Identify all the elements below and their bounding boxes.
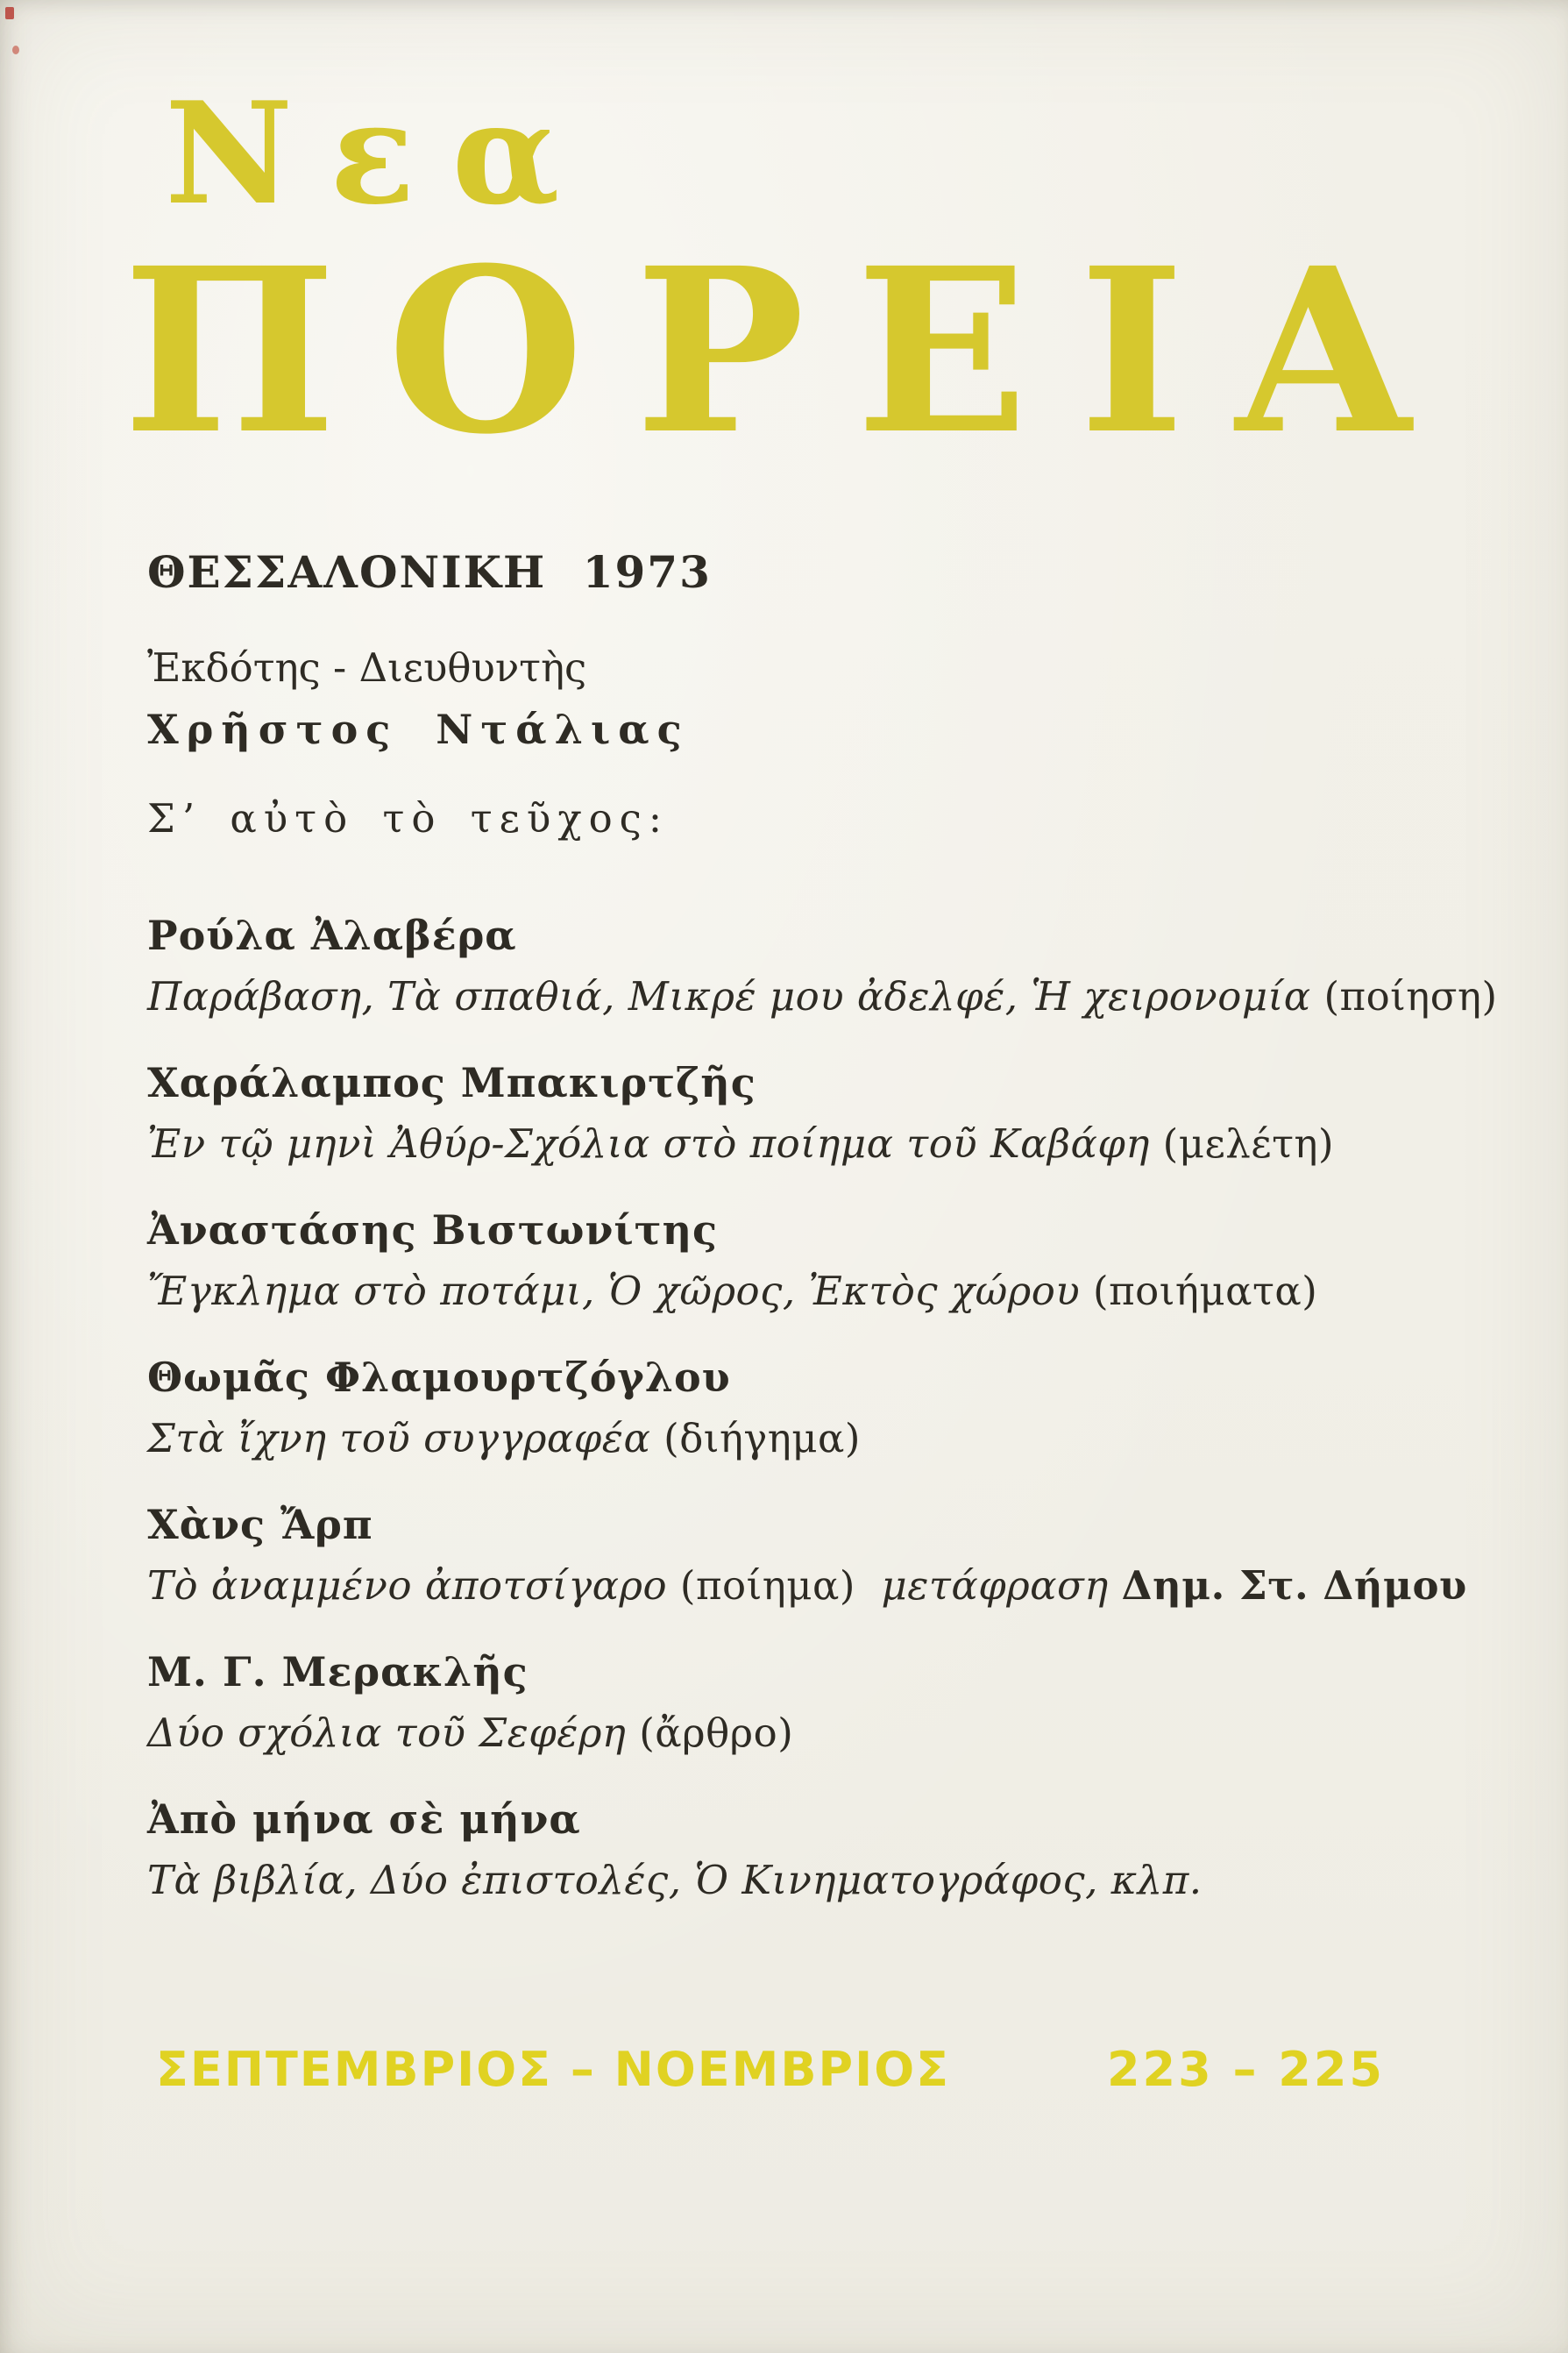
issue-period: ΣΕΠΤΕΜΒΡΙΟΣ – ΝΟΕΜΒΡΙΟΣ — [156, 2042, 950, 2097]
work-titles-line — [147, 1120, 1472, 1167]
masthead-title-line2: ΠΟΡΕΙΑ — [123, 218, 1462, 484]
work-titles-line — [147, 973, 1498, 1020]
author-name: Ρούλα Ἀλαβέρα — [147, 912, 517, 959]
work-titles: Δύο σχόλια τοῦ Σεφέρη — [147, 1710, 627, 1756]
genre-tag: (ἄρθρο) — [639, 1710, 794, 1756]
author-name: Χὰνς Ἄρπ — [147, 1501, 373, 1548]
contents-entry — [147, 1206, 1472, 1314]
author-name: Θωμᾶς Φλαμουρτζόγλου — [147, 1354, 731, 1401]
contents-entry — [147, 1648, 1472, 1756]
genre-tag: (ποιήματα) — [1093, 1268, 1318, 1314]
work-titles-line — [147, 1268, 1472, 1314]
publisher-role-label: Ἐκδότης - Διευθυντὴς — [147, 644, 587, 691]
work-titles: Παράβαση, Τὰ σπαθιά, Μικρέ μου ἀδελφέ, Ἡ χειρονομία — [147, 973, 1311, 1020]
author-name: Ἀναστάσης Βιστωνίτης — [147, 1206, 719, 1254]
work-titles: Τὰ βιβλία, Δύο ἐπιστολές, Ὁ Κινηματογράφος, κλπ. — [147, 1857, 1203, 1903]
contents-entry — [147, 912, 1498, 1020]
contents-entry — [147, 1795, 1472, 1903]
publisher-name: Χρῆστος Ντάλιας — [147, 706, 690, 753]
genre-tag: (ποίηση) — [1323, 973, 1498, 1020]
work-titles: Ἔγκλημα στὸ ποτάμι, Ὁ χῶρος, Ἐκτὸς χώρου — [147, 1268, 1081, 1314]
author-name: Χαράλαμπος Μπακιρτζῆς — [147, 1059, 756, 1106]
contents-entry — [147, 1354, 1472, 1461]
work-titles: Ἐν τῷ μηνὶ Ἀθύρ-Σχόλια στὸ ποίημα τοῦ Καβάφη — [147, 1120, 1150, 1167]
work-titles-line — [147, 1710, 1472, 1756]
author-name: Μ. Γ. Μερακλῆς — [147, 1648, 529, 1695]
translator-name: Δημ. Στ. Δήμου — [1121, 1562, 1467, 1609]
genre-tag: (μελέτη) — [1162, 1120, 1335, 1167]
contents-entry — [147, 1059, 1472, 1167]
work-titles: Στὰ ἴχνη τοῦ συγγραφέα — [147, 1415, 651, 1461]
issue-footer — [156, 2042, 1385, 2097]
city-year-line: ΘΕΣΣΑΛΟΝΙΚΗ 1973 — [147, 546, 712, 598]
work-titles-line — [147, 1562, 1472, 1609]
table-of-contents — [147, 912, 1498, 1946]
issue-intro-heading: Σ’ αὐτὸ τὸ τεῦχος: — [147, 795, 670, 842]
work-titles: Τὸ ἀναμμένο ἀποτσίγαρο — [147, 1562, 668, 1609]
author-name: Ἀπὸ μήνα σὲ μήνα — [147, 1795, 581, 1843]
work-titles-line — [147, 1857, 1472, 1903]
genre-tag: (διήγημα) — [663, 1415, 861, 1461]
work-titles-line — [147, 1415, 1472, 1461]
contents-entry — [147, 1501, 1472, 1609]
translation-label: μετάφραση — [881, 1562, 1109, 1609]
genre-tag: (ποίημα) — [679, 1562, 855, 1609]
masthead-title-line1: Νεα — [165, 71, 597, 236]
issue-numbers: 223 – 225 — [1106, 2042, 1385, 2097]
